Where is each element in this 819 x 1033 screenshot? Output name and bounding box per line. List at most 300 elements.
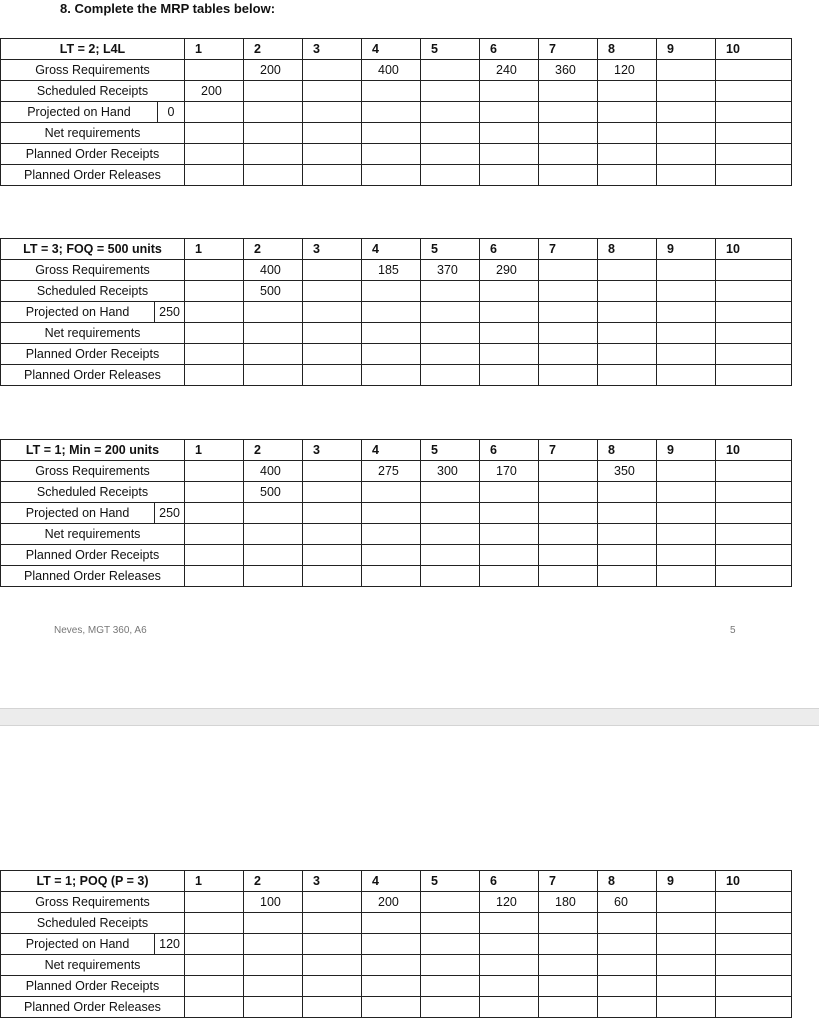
table-cell (421, 165, 480, 186)
table-cell (303, 144, 362, 165)
table-header-row (1, 39, 792, 60)
row-por (1, 545, 792, 566)
table-cell (362, 545, 421, 566)
table-cell (362, 102, 421, 123)
table-cell (303, 461, 362, 482)
table-cell (539, 144, 598, 165)
table-cell (657, 503, 716, 524)
table-cell (244, 566, 303, 587)
period-header: 7 (539, 440, 598, 461)
row-label: Scheduled Receipts (1, 81, 185, 102)
table-cell (480, 997, 539, 1018)
table-cell (480, 281, 539, 302)
table-cell: 120 (598, 60, 657, 81)
period-header: 5 (421, 440, 480, 461)
table-header-row (1, 440, 792, 461)
table-cell (480, 165, 539, 186)
table-cell (657, 482, 716, 503)
page-number: 5 (730, 625, 736, 636)
table-cell (185, 892, 244, 913)
row-label: Net requirements (1, 524, 185, 545)
table-cell (657, 566, 716, 587)
period-header: 8 (598, 871, 657, 892)
row-label: Planned Order Receipts (1, 545, 185, 566)
table-cell (421, 323, 480, 344)
table-cell (539, 955, 598, 976)
row-label: Planned Order Receipts (1, 144, 185, 165)
table-cell (480, 323, 539, 344)
table-cell (421, 503, 480, 524)
table-cell (480, 545, 539, 566)
table-cell: 170 (480, 461, 539, 482)
table-cell (598, 955, 657, 976)
table-cell (244, 165, 303, 186)
table-cell (362, 976, 421, 997)
table-title: LT = 2; L4L (1, 39, 185, 60)
table-cell (185, 102, 244, 123)
table-cell (303, 566, 362, 587)
table-cell: 200 (362, 892, 421, 913)
table-cell (185, 524, 244, 545)
period-header: 4 (362, 239, 421, 260)
table-cell (480, 302, 539, 323)
table-cell (657, 976, 716, 997)
table-cell (598, 976, 657, 997)
table-cell: 400 (362, 60, 421, 81)
table-cell (657, 545, 716, 566)
period-header: 9 (657, 239, 716, 260)
row-label: Scheduled Receipts (1, 482, 185, 503)
table-cell (598, 545, 657, 566)
row-label: Planned Order Releases (1, 566, 185, 587)
table-cell (244, 323, 303, 344)
table-cell (185, 955, 244, 976)
table-cell (185, 260, 244, 281)
period-header: 3 (303, 871, 362, 892)
table-cell (657, 892, 716, 913)
period-header: 7 (539, 239, 598, 260)
table-cell (598, 102, 657, 123)
table-cell (362, 165, 421, 186)
table-cell (716, 524, 792, 545)
table-cell (657, 144, 716, 165)
period-header: 9 (657, 39, 716, 60)
period-header: 7 (539, 871, 598, 892)
period-header: 8 (598, 440, 657, 461)
table-cell (598, 81, 657, 102)
table-cell (244, 934, 303, 955)
table-cell (362, 566, 421, 587)
table-title: LT = 1; Min = 200 units (1, 440, 185, 461)
table-cell (539, 997, 598, 1018)
table-cell (539, 482, 598, 503)
table-cell (657, 302, 716, 323)
table-cell (362, 934, 421, 955)
table-cell (362, 365, 421, 386)
row-gross (1, 892, 792, 913)
row-label: Planned Order Releases (1, 365, 185, 386)
table-cell: 240 (480, 60, 539, 81)
table-cell (480, 503, 539, 524)
table-cell (185, 365, 244, 386)
table-cell (716, 503, 792, 524)
table-cell (598, 323, 657, 344)
table-cell (362, 344, 421, 365)
table-cell (421, 281, 480, 302)
table-cell (421, 365, 480, 386)
row-label: Planned Order Releases (1, 997, 185, 1018)
period-header: 8 (598, 39, 657, 60)
table-cell (421, 997, 480, 1018)
table-cell (716, 344, 792, 365)
table-cell (716, 955, 792, 976)
table-cell (185, 281, 244, 302)
table-cell (362, 123, 421, 144)
table-cell (480, 344, 539, 365)
period-header: 6 (480, 39, 539, 60)
table-cell (716, 123, 792, 144)
table-cell (716, 81, 792, 102)
table-cell (244, 955, 303, 976)
on-hand-value: 0 (157, 102, 184, 122)
table-cell (244, 524, 303, 545)
table-cell (362, 323, 421, 344)
table-cell (480, 934, 539, 955)
table-cell (716, 566, 792, 587)
period-header: 4 (362, 871, 421, 892)
table-cell (362, 482, 421, 503)
table-cell (303, 545, 362, 566)
table-cell (303, 955, 362, 976)
period-header: 2 (244, 39, 303, 60)
row-gross (1, 461, 792, 482)
table-cell: 350 (598, 461, 657, 482)
table-cell (244, 976, 303, 997)
table-cell (303, 503, 362, 524)
projected-on-hand-cell (1, 934, 185, 955)
table-cell (539, 545, 598, 566)
table-cell: 180 (539, 892, 598, 913)
period-header: 3 (303, 440, 362, 461)
table-cell (421, 566, 480, 587)
table-cell (185, 165, 244, 186)
table-cell (716, 482, 792, 503)
table-cell (716, 165, 792, 186)
table-cell (421, 892, 480, 913)
table-title: LT = 1; POQ (P = 3) (1, 871, 185, 892)
table-cell (716, 260, 792, 281)
table-cell (716, 913, 792, 934)
period-header: 9 (657, 871, 716, 892)
table-cell (539, 976, 598, 997)
table-cell (244, 913, 303, 934)
table-cell (303, 482, 362, 503)
table-cell (244, 503, 303, 524)
period-header: 5 (421, 239, 480, 260)
table-cell (716, 144, 792, 165)
table-cell (185, 997, 244, 1018)
table-cell (185, 566, 244, 587)
table-cell (657, 323, 716, 344)
table-cell: 120 (480, 892, 539, 913)
row-porel (1, 365, 792, 386)
table-header-row (1, 871, 792, 892)
row-scheduled (1, 913, 792, 934)
row-projected (1, 302, 792, 323)
row-label: Projected on Hand (27, 105, 131, 119)
row-label: Net requirements (1, 955, 185, 976)
table-cell (480, 524, 539, 545)
table-cell (716, 302, 792, 323)
table-cell (185, 934, 244, 955)
period-header: 4 (362, 39, 421, 60)
table-cell (598, 165, 657, 186)
period-header: 1 (185, 871, 244, 892)
table-cell (480, 482, 539, 503)
table-cell (421, 913, 480, 934)
row-net (1, 123, 792, 144)
table-cell (539, 461, 598, 482)
table-cell (303, 934, 362, 955)
table-cell (598, 144, 657, 165)
table-cell (539, 934, 598, 955)
row-net (1, 955, 792, 976)
table-cell (657, 934, 716, 955)
table-cell (362, 913, 421, 934)
table-cell (185, 302, 244, 323)
table-cell (421, 344, 480, 365)
row-gross (1, 60, 792, 81)
table-title: LT = 3; FOQ = 500 units (1, 239, 185, 260)
row-label: Projected on Hand (25, 305, 130, 319)
table-cell: 400 (244, 260, 303, 281)
period-header: 9 (657, 440, 716, 461)
table-cell (657, 344, 716, 365)
table-cell (539, 323, 598, 344)
table-cell (244, 997, 303, 1018)
row-scheduled (1, 81, 792, 102)
table-cell (539, 302, 598, 323)
table-cell (480, 123, 539, 144)
on-hand-value: 120 (154, 934, 184, 954)
table-cell (480, 913, 539, 934)
period-header: 1 (185, 39, 244, 60)
table-cell: 500 (244, 281, 303, 302)
table-cell (598, 260, 657, 281)
table-cell (362, 144, 421, 165)
table-cell (362, 503, 421, 524)
row-label: Projected on Hand (25, 506, 130, 520)
table-header-row (1, 239, 792, 260)
table-cell (480, 976, 539, 997)
table-cell: 275 (362, 461, 421, 482)
table-cell: 300 (421, 461, 480, 482)
period-header: 4 (362, 440, 421, 461)
table-cell (539, 503, 598, 524)
row-projected (1, 503, 792, 524)
table-cell (657, 281, 716, 302)
table-cell (421, 545, 480, 566)
row-gross (1, 260, 792, 281)
table-cell (716, 60, 792, 81)
table-cell (244, 344, 303, 365)
table-cell (598, 934, 657, 955)
period-header: 1 (185, 440, 244, 461)
table-cell (657, 102, 716, 123)
table-cell (303, 997, 362, 1018)
table-cell (244, 545, 303, 566)
period-header: 3 (303, 239, 362, 260)
table-cell (362, 955, 421, 976)
row-por (1, 144, 792, 165)
table-cell: 200 (185, 81, 244, 102)
table-cell (185, 482, 244, 503)
table-cell (716, 281, 792, 302)
table-cell (716, 461, 792, 482)
table-cell (598, 503, 657, 524)
table-cell (185, 144, 244, 165)
table-cell (303, 302, 362, 323)
table-cell (362, 524, 421, 545)
table-cell (657, 365, 716, 386)
table-cell (244, 123, 303, 144)
table-cell (421, 102, 480, 123)
row-label: Gross Requirements (1, 60, 185, 81)
table-cell (480, 365, 539, 386)
table-cell (303, 524, 362, 545)
table-cell (421, 302, 480, 323)
table-cell: 60 (598, 892, 657, 913)
row-label: Net requirements (1, 123, 185, 144)
row-net (1, 323, 792, 344)
table-cell (421, 955, 480, 976)
table-cell: 500 (244, 482, 303, 503)
mrp-table-min (0, 439, 792, 587)
table-cell (303, 165, 362, 186)
period-header: 10 (716, 39, 792, 60)
table-cell (657, 997, 716, 1018)
table-cell (244, 102, 303, 123)
table-cell: 185 (362, 260, 421, 281)
table-cell (539, 81, 598, 102)
page-gap (0, 708, 819, 726)
projected-on-hand-cell (1, 503, 185, 524)
row-label: Gross Requirements (1, 892, 185, 913)
table-cell (657, 60, 716, 81)
table-cell (421, 144, 480, 165)
table-cell (598, 997, 657, 1018)
row-label: Scheduled Receipts (1, 913, 185, 934)
table-cell (244, 365, 303, 386)
table-cell (421, 123, 480, 144)
row-label: Planned Order Receipts (1, 976, 185, 997)
row-label: Projected on Hand (25, 937, 130, 951)
table-cell (185, 976, 244, 997)
table-cell (716, 976, 792, 997)
period-header: 8 (598, 239, 657, 260)
period-header: 1 (185, 239, 244, 260)
table-cell (303, 123, 362, 144)
period-header: 5 (421, 871, 480, 892)
period-header: 3 (303, 39, 362, 60)
table-cell (244, 302, 303, 323)
table-cell: 100 (244, 892, 303, 913)
table-cell (421, 524, 480, 545)
period-header: 5 (421, 39, 480, 60)
table-cell (362, 302, 421, 323)
table-cell (303, 281, 362, 302)
table-cell (598, 123, 657, 144)
table-cell (480, 566, 539, 587)
table-cell (539, 524, 598, 545)
projected-on-hand-cell (1, 302, 185, 323)
mrp-table-foq (0, 238, 792, 386)
table-cell (539, 566, 598, 587)
row-projected (1, 102, 792, 123)
table-cell (303, 323, 362, 344)
table-cell (303, 365, 362, 386)
table-cell (303, 260, 362, 281)
row-porel (1, 997, 792, 1018)
row-projected (1, 934, 792, 955)
row-label: Planned Order Releases (1, 165, 185, 186)
table-cell (598, 365, 657, 386)
table-cell (185, 60, 244, 81)
table-cell (716, 934, 792, 955)
table-cell (539, 281, 598, 302)
table-cell (303, 892, 362, 913)
table-cell: 400 (244, 461, 303, 482)
period-header: 6 (480, 440, 539, 461)
row-porel (1, 165, 792, 186)
table-cell (303, 81, 362, 102)
table-cell (362, 81, 421, 102)
table-cell (716, 323, 792, 344)
table-cell (362, 997, 421, 1018)
table-cell (303, 344, 362, 365)
on-hand-value: 250 (154, 503, 184, 523)
table-cell (421, 60, 480, 81)
table-cell (657, 955, 716, 976)
table-cell (421, 934, 480, 955)
table-cell (598, 302, 657, 323)
table-cell (421, 482, 480, 503)
table-cell (185, 344, 244, 365)
table-cell (539, 102, 598, 123)
row-por (1, 344, 792, 365)
table-cell (303, 913, 362, 934)
table-cell (539, 260, 598, 281)
table-cell (185, 913, 244, 934)
mrp-table-poq (0, 870, 792, 1018)
table-cell (716, 365, 792, 386)
table-cell (362, 281, 421, 302)
table-cell (244, 81, 303, 102)
projected-on-hand-cell (1, 102, 185, 123)
period-header: 2 (244, 871, 303, 892)
row-por (1, 976, 792, 997)
table-cell (657, 260, 716, 281)
table-cell (185, 503, 244, 524)
table-cell (480, 955, 539, 976)
table-cell (303, 976, 362, 997)
row-label: Scheduled Receipts (1, 281, 185, 302)
period-header: 10 (716, 871, 792, 892)
period-header: 2 (244, 440, 303, 461)
period-header: 2 (244, 239, 303, 260)
table-cell (185, 323, 244, 344)
period-header: 10 (716, 239, 792, 260)
